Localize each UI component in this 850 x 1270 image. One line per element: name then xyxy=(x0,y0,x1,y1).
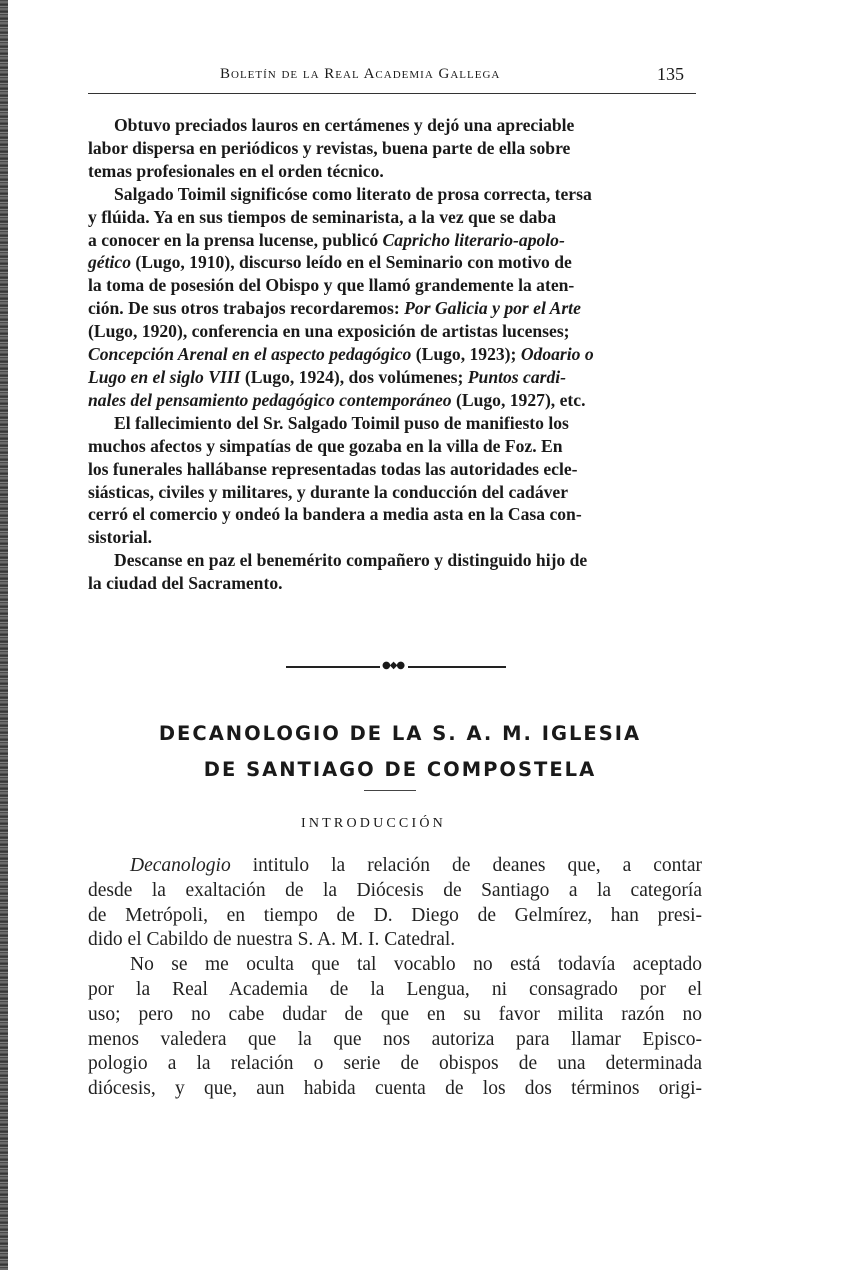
text-line: Descanse en paz el benemérito compañero y distinguido hijo de xyxy=(114,550,588,571)
divider-dots-icon: ●◆● xyxy=(382,660,405,671)
work-title: Por Galicia y por el Arte xyxy=(404,298,581,319)
text-line: la ciudad del Sacramento. xyxy=(88,573,283,594)
section-heading: INTRODUCCIÓN xyxy=(301,816,446,831)
text-line xyxy=(88,854,702,879)
work-title: Concepción Arenal en el aspecto pedagógico xyxy=(88,344,412,365)
obituary-section xyxy=(88,114,700,595)
work-title: Puntos cardi- xyxy=(467,366,567,387)
article-body xyxy=(88,854,702,1102)
text-line: sistorial. xyxy=(88,527,153,548)
section-divider-ornament xyxy=(286,660,506,671)
text-line: cerró el comercio y ondeó la bandera a media asta en la Casa con- xyxy=(88,504,582,525)
obituary-paragraph-2 xyxy=(88,183,700,412)
obituary-paragraph-4 xyxy=(88,549,700,595)
page-header xyxy=(88,64,698,92)
text-line xyxy=(88,366,700,389)
text-run: intitulo la relación de deanes que, a contar xyxy=(230,855,702,876)
text-line: diócesis, y que, aun habida cuenta de los dos términos origi- xyxy=(88,1078,702,1100)
text-line: los funerales hallábanse representadas todas las autoridades ecle- xyxy=(88,458,578,479)
divider-bar-right xyxy=(408,666,506,668)
binding-edge xyxy=(0,0,8,1270)
text-line: de Metrópoli, en tiempo de D. Diego de Gelmírez, han presi- xyxy=(88,904,702,926)
text-line: muchos afectos y simpatías de que gozaba en la villa de Foz. En xyxy=(88,435,563,456)
obituary-paragraph-3 xyxy=(88,412,700,549)
article-title-line-1: DECANOLOGIO DE LA S. A. M. IGLESIA xyxy=(158,722,642,745)
divider-bar-left xyxy=(286,666,380,668)
text-run: (Lugo, 1924), dos volúmenes; xyxy=(240,366,468,387)
text-line xyxy=(88,229,700,252)
text-run: (Lugo, 1910), discurso leído en el Seminario con motivo de xyxy=(131,252,572,273)
text-line: la toma de posesión del Obispo y que llamó grandemente la aten- xyxy=(88,275,575,296)
text-line: Salgado Toimil significóse como literato de prosa correcta, tersa xyxy=(114,183,592,204)
work-title: Lugo en el siglo VIII xyxy=(88,366,241,387)
title-rule xyxy=(364,790,416,791)
work-title: gético xyxy=(88,252,131,273)
page-number: 135 xyxy=(657,64,684,84)
text-run: ción. De sus otros trabajos recordaremos: xyxy=(88,298,405,319)
text-line: por la Real Academia de la Lengua, ni consagrado por el xyxy=(88,978,702,1000)
text-line: menos valedera que la que nos autoriza para llamar Episco- xyxy=(88,1028,702,1050)
text-line: y flúida. Ya en sus tiempos de seminarista, a la vez que se daba xyxy=(88,206,557,227)
text-line: pologio a la relación o serie de obispos de una determinada xyxy=(88,1053,702,1075)
text-line: No se me oculta que tal vocablo no está todavía aceptado xyxy=(130,954,702,976)
text-line xyxy=(88,389,700,412)
text-line xyxy=(88,343,700,366)
article-title xyxy=(100,716,700,788)
text-line xyxy=(88,297,700,320)
text-line xyxy=(88,251,700,274)
text-line: temas profesionales en el orden técnico. xyxy=(88,160,384,181)
text-line: dido el Cabildo de nuestra S. A. M. I. Catedral. xyxy=(88,929,456,951)
text-line: labor dispersa en periódicos y revistas, buena parte de ella sobre xyxy=(88,137,571,158)
work-title: Odoario o xyxy=(520,344,594,365)
work-title: Capricho literario-apolo- xyxy=(382,229,565,250)
text-line: uso; pero no cabe dudar de que en su favor milita razón no xyxy=(88,1003,702,1025)
text-line: siásticas, civiles y militares, y durante la conducción del cadáver xyxy=(88,481,569,502)
term: Decanologio xyxy=(130,855,231,876)
article-title-line-2: DE SANTIAGO DE COMPOSTELA xyxy=(203,758,597,781)
running-title: Boletín de la Real Academia Gallega xyxy=(220,66,501,82)
text-line: (Lugo, 1920), conferencia en una exposición de artistas lucenses; xyxy=(88,321,570,342)
header-rule xyxy=(88,93,696,94)
text-line: Obtuvo preciados lauros en certámenes y dejó una apreciable xyxy=(114,115,575,135)
text-line: desde la exaltación de la Diócesis de Santiago a la categoría xyxy=(88,879,702,901)
text-run: (Lugo, 1927), etc. xyxy=(451,389,586,410)
text-run: a conocer en la prensa lucense, publicó xyxy=(88,229,383,250)
text-line: El fallecimiento del Sr. Salgado Toimil puso de manifiesto los xyxy=(114,412,569,433)
work-title: nales del pensamiento pedagógico contemporáneo xyxy=(88,389,452,410)
obituary-paragraph-1 xyxy=(88,114,700,183)
text-run: (Lugo, 1923); xyxy=(411,344,521,365)
